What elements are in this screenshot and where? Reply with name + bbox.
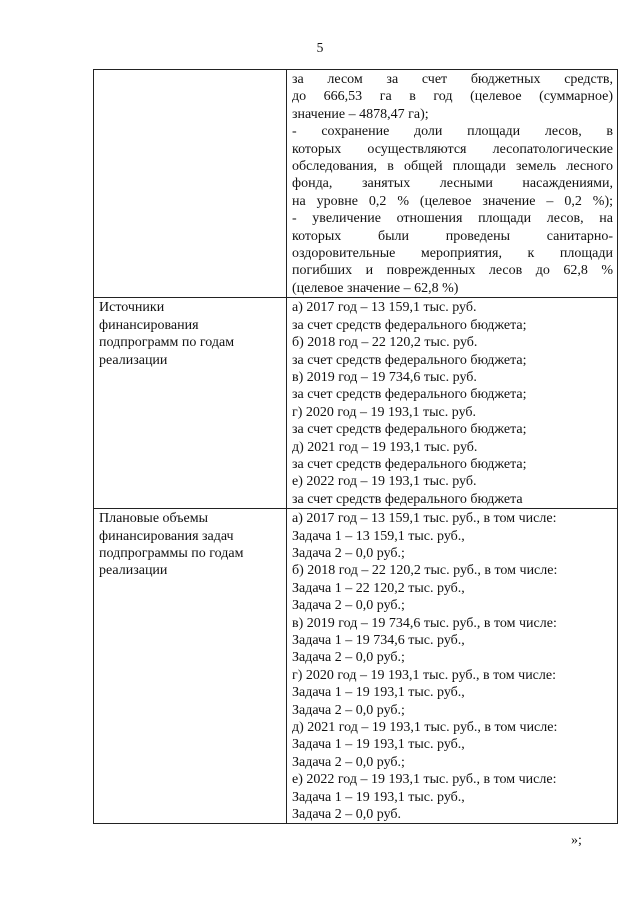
- funding-sources-label: [94, 298, 287, 509]
- text-line: которых были проведены санитарно-: [292, 228, 613, 244]
- text-line: Задача 2 – 0,0 руб.;: [292, 702, 405, 718]
- text-line: на уровне 0,2 % (целевое значение – 0,2 %);: [292, 193, 613, 209]
- text-line: Задача 2 – 0,0 руб.;: [292, 598, 405, 614]
- text-line: е) 2022 год – 19 193,1 тыс. руб., в том числе:: [292, 772, 557, 788]
- text-line: е) 2022 год – 19 193,1 тыс. руб.: [292, 474, 477, 490]
- table-row-planned-volumes: [94, 509, 618, 824]
- text-line: в) 2019 год – 19 734,6 тыс. руб., в том числе:: [292, 615, 557, 631]
- text-line: (целевое значение – 62,8 %): [292, 280, 459, 296]
- planned-volumes-label: [94, 509, 287, 824]
- page-number: 5: [316, 40, 324, 55]
- text-line: значение – 4878,47 га);: [292, 106, 429, 122]
- text-line: финансирования задач: [99, 528, 234, 544]
- text-line: за счет средств федерального бюджета;: [292, 317, 527, 333]
- text-line: б) 2018 год – 22 120,2 тыс. руб.: [292, 335, 478, 351]
- text-line: реализации: [99, 352, 168, 368]
- text-line: за счет средств федерального бюджета;: [292, 352, 527, 368]
- text-line: подпрограммы по годам: [99, 545, 244, 561]
- text-line: до 666,53 га в год (целевое (суммарное): [292, 89, 613, 105]
- text-line: которых осуществляются лесопатологические: [292, 141, 613, 157]
- text-line: за счет средств федерального бюджета;: [292, 387, 527, 403]
- table-row-funding-sources: [94, 298, 618, 509]
- targets-cell: [287, 70, 618, 298]
- text-line: за лесом за счет бюджетных средств,: [292, 72, 613, 87]
- text-line: - увеличение отношения площади лесов, на: [292, 211, 613, 227]
- text-line: реализации: [99, 563, 168, 579]
- text-line: за счет средств федерального бюджета: [292, 491, 523, 507]
- text-line: а) 2017 год – 13 159,1 тыс. руб., в том числе:: [292, 511, 557, 527]
- planned-volumes-cell: [287, 509, 618, 824]
- text-line: погибших и поврежденных лесов до 62,8 %: [292, 263, 613, 279]
- text-line: Задача 1 – 22 120,2 тыс. руб.,: [292, 580, 465, 596]
- text-line: обследования, в общей площади земель лесного: [292, 159, 613, 175]
- text-line: за счет средств федерального бюджета;: [292, 422, 527, 438]
- text-line: Задача 2 – 0,0 руб.;: [292, 754, 405, 770]
- table-row-targets: [94, 70, 618, 298]
- text-line: Задача 1 – 19 734,6 тыс. руб.,: [292, 633, 465, 648]
- text-line: Задача 1 – 19 193,1 тыс. руб.,: [292, 737, 465, 753]
- text-line: д) 2021 год – 19 193,1 тыс. руб.: [292, 439, 478, 455]
- funding-sources-cell: [287, 298, 618, 509]
- text-line: Задача 1 – 19 193,1 тыс. руб.,: [292, 685, 465, 701]
- text-line: г) 2020 год – 19 193,1 тыс. руб., в том числе:: [292, 667, 556, 683]
- text-line: Источники: [99, 300, 165, 316]
- program-table: [93, 69, 618, 824]
- row-label-cell: [94, 70, 287, 298]
- text-line: фонда, занятых лесными насаждениями,: [292, 176, 613, 192]
- text-line: за счет средств федерального бюджета;: [292, 456, 527, 472]
- text-line: д) 2021 год – 19 193,1 тыс. руб., в том числе:: [292, 720, 558, 736]
- text-line: а) 2017 год – 13 159,1 тыс. руб.: [292, 300, 477, 316]
- text-line: Задача 2 – 0,0 руб.;: [292, 545, 405, 561]
- text-line: Задача 2 – 0,0 руб.: [292, 807, 402, 823]
- text-line: Плановые объемы: [99, 511, 209, 527]
- text-line: - сохранение доли площади лесов, в: [292, 124, 613, 140]
- text-line: б) 2018 год – 22 120,2 тыс. руб., в том числе:: [292, 563, 558, 579]
- closing-quote-mark: »;: [571, 833, 582, 848]
- text-line: финансирования: [99, 317, 199, 333]
- text-line: Задача 1 – 19 193,1 тыс. руб.,: [292, 789, 465, 805]
- text-line: г) 2020 год – 19 193,1 тыс. руб.: [292, 404, 477, 420]
- text-line: в) 2019 год – 19 734,6 тыс. руб.: [292, 369, 477, 385]
- text-line: Задача 2 – 0,0 руб.;: [292, 650, 405, 666]
- text-line: оздоровительные мероприятия, к площади: [292, 246, 613, 262]
- text-line: Задача 1 – 13 159,1 тыс. руб.,: [292, 528, 465, 544]
- text-line: подпрограмм по годам: [99, 335, 235, 351]
